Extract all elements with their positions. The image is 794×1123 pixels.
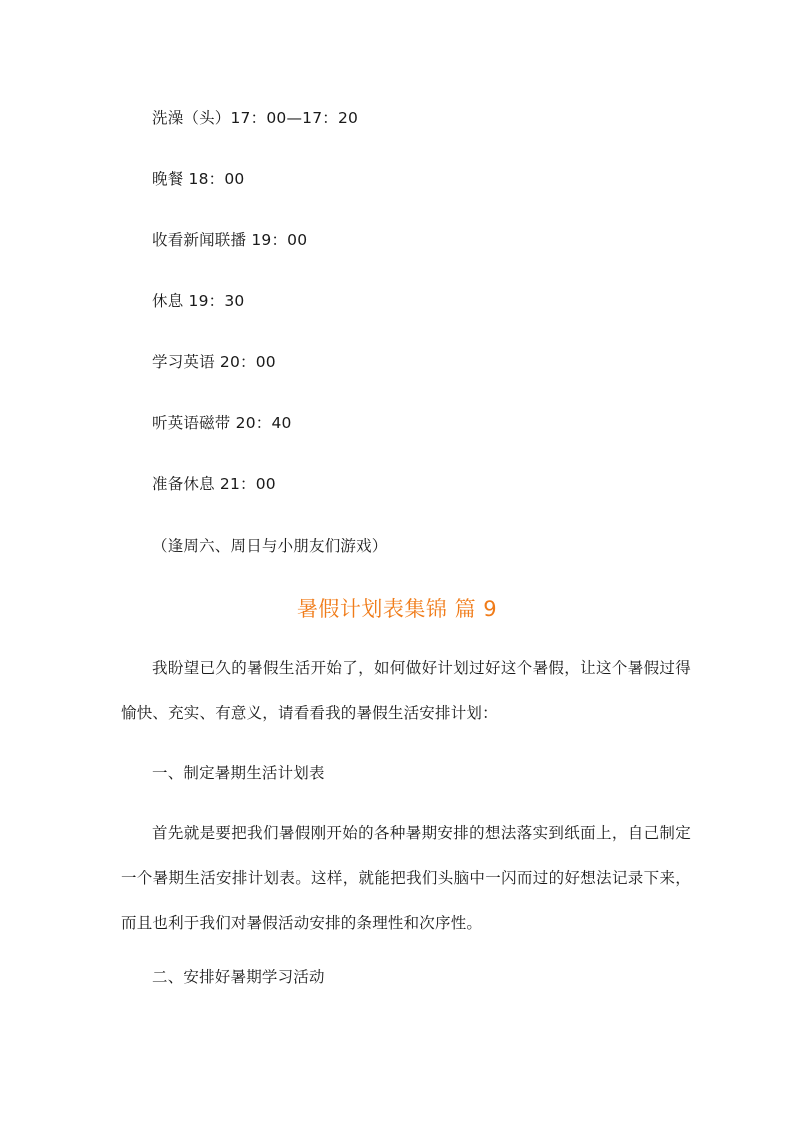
schedule-item-rest: 休息 19：30 — [152, 292, 245, 310]
intro-paragraph: 我盼望已久的暑假生活开始了，如何做好计划过好这个暑假，让这个暑假过得愉快、充实、有意义，请看看我的暑假生活安排计划： — [121, 659, 691, 722]
weekend-note: （逢周六、周日与小朋友们游戏） — [152, 537, 388, 555]
schedule-item-news: 收看新闻联播 19：00 — [152, 231, 308, 249]
schedule-item-shower: 洗澡（头）17：00—17：20 — [152, 109, 359, 127]
heading-plan-table: 一、制定暑期生活计划表 — [152, 764, 325, 782]
heading-study-activities: 二、安排好暑期学习活动 — [152, 968, 325, 986]
section-title: 暑假计划表集锦 篇 9 — [296, 597, 498, 621]
schedule-item-english: 学习英语 20：00 — [152, 353, 276, 371]
body-paragraph-plan: 首先就是要把我们暑假刚开始的各种暑期安排的想法落实到纸面上，自己制定一个暑期生活安排计划表。这样，就能把我们头脑中一闪而过的好想法记录下来，而且也利于我们对暑假活动安排的条理性和次序性。 — [121, 824, 691, 932]
schedule-item-sleep: 准备休息 21：00 — [152, 475, 276, 493]
schedule-item-dinner: 晚餐 18：00 — [152, 170, 245, 188]
schedule-item-tape: 听英语磁带 20：40 — [152, 414, 292, 432]
